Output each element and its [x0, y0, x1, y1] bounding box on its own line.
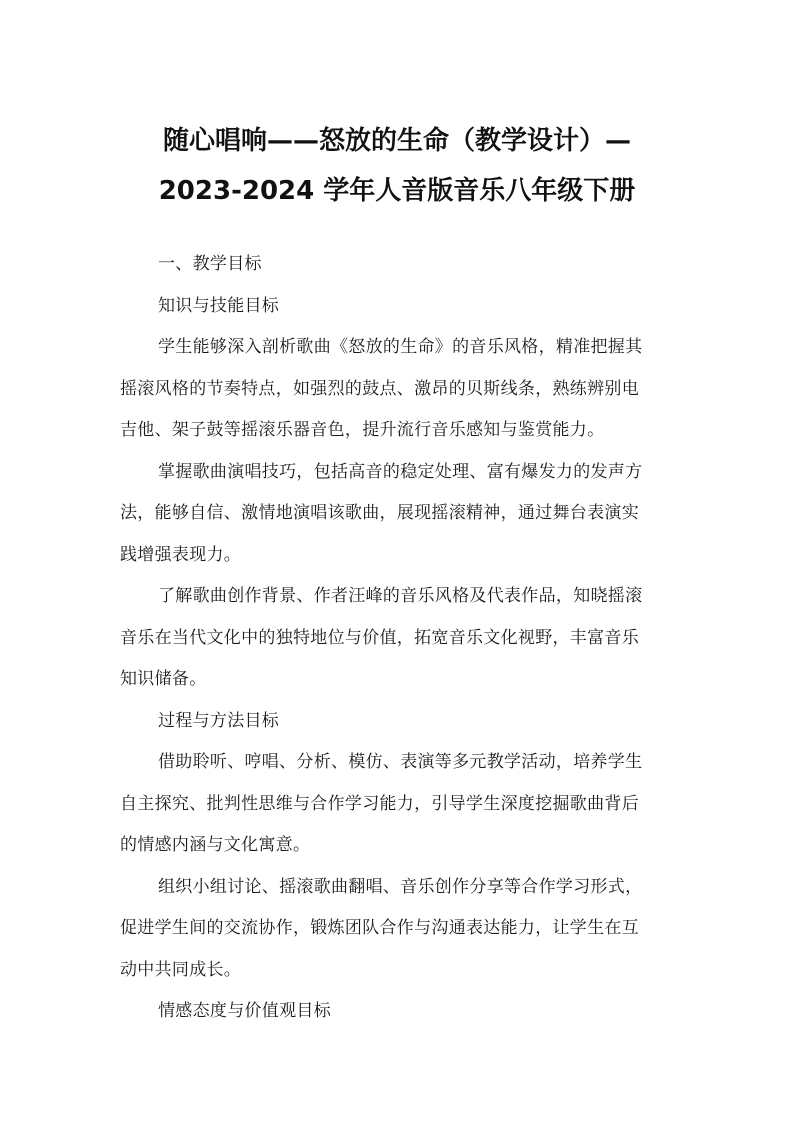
- paragraph-line: 动中共同成长。: [120, 959, 242, 980]
- document-title-line-1: 随心唱响——怒放的生命（教学设计）—: [162, 126, 631, 156]
- paragraph-line: 的情感内涵与文化寓意。: [120, 835, 311, 855]
- paragraph-line: 掌握歌曲演唱技巧，包括高音的稳定处理、富有爆发力的发声方: [158, 461, 643, 482]
- document-body: [120, 244, 680, 1033]
- paragraph-line: 自主探究、批判性思维与合作学习能力，引导学生深度挖掘歌曲背后: [120, 793, 639, 814]
- paragraph-line: 了解歌曲创作背景、作者汪峰的音乐风格及代表作品，知晓摇滚: [158, 586, 643, 606]
- paragraph-line: 音乐在当代文化中的独特地位与价值，拓宽音乐文化视野，丰富音乐: [120, 627, 639, 648]
- section-heading: 一、教学目标: [158, 254, 262, 274]
- paragraph-line: 促进学生间的交流协作，锻炼团队合作与沟通表达能力，让学生在互: [120, 918, 639, 938]
- paragraph-line: 践增强表现力。: [120, 544, 242, 565]
- paragraph-line: 借助聆听、哼唱、分析、模仿、表演等多元教学活动，培养学生: [158, 752, 643, 772]
- paragraph-line: 知识储备。: [120, 669, 207, 689]
- subsection-heading: 情感态度与价值观目标: [158, 1001, 331, 1021]
- paragraph-line: 学生能够深入剖析歌曲《怒放的生命》的音乐风格，精准把握其: [158, 337, 643, 357]
- paragraph-line: 组织小组讨论、摇滚歌曲翻唱、音乐创作分享等合作学习形式，: [158, 876, 643, 897]
- paragraph-line: 摇滚风格的节奏特点，如强烈的鼓点、激昂的贝斯线条，熟练辨别电: [120, 378, 639, 399]
- document-title-line-2: 2023-2024 学年人音版音乐八年级下册: [158, 176, 636, 206]
- subsection-heading: 过程与方法目标: [158, 710, 280, 731]
- paragraph-line: 吉他、架子鼓等摇滚乐器音色，提升流行音乐感知与鉴赏能力。: [120, 420, 605, 440]
- paragraph-line: 法，能够自信、激情地演唱该歌曲，展现摇滚精神，通过舞台表演实: [120, 503, 639, 523]
- subsection-heading: 知识与技能目标: [158, 295, 280, 316]
